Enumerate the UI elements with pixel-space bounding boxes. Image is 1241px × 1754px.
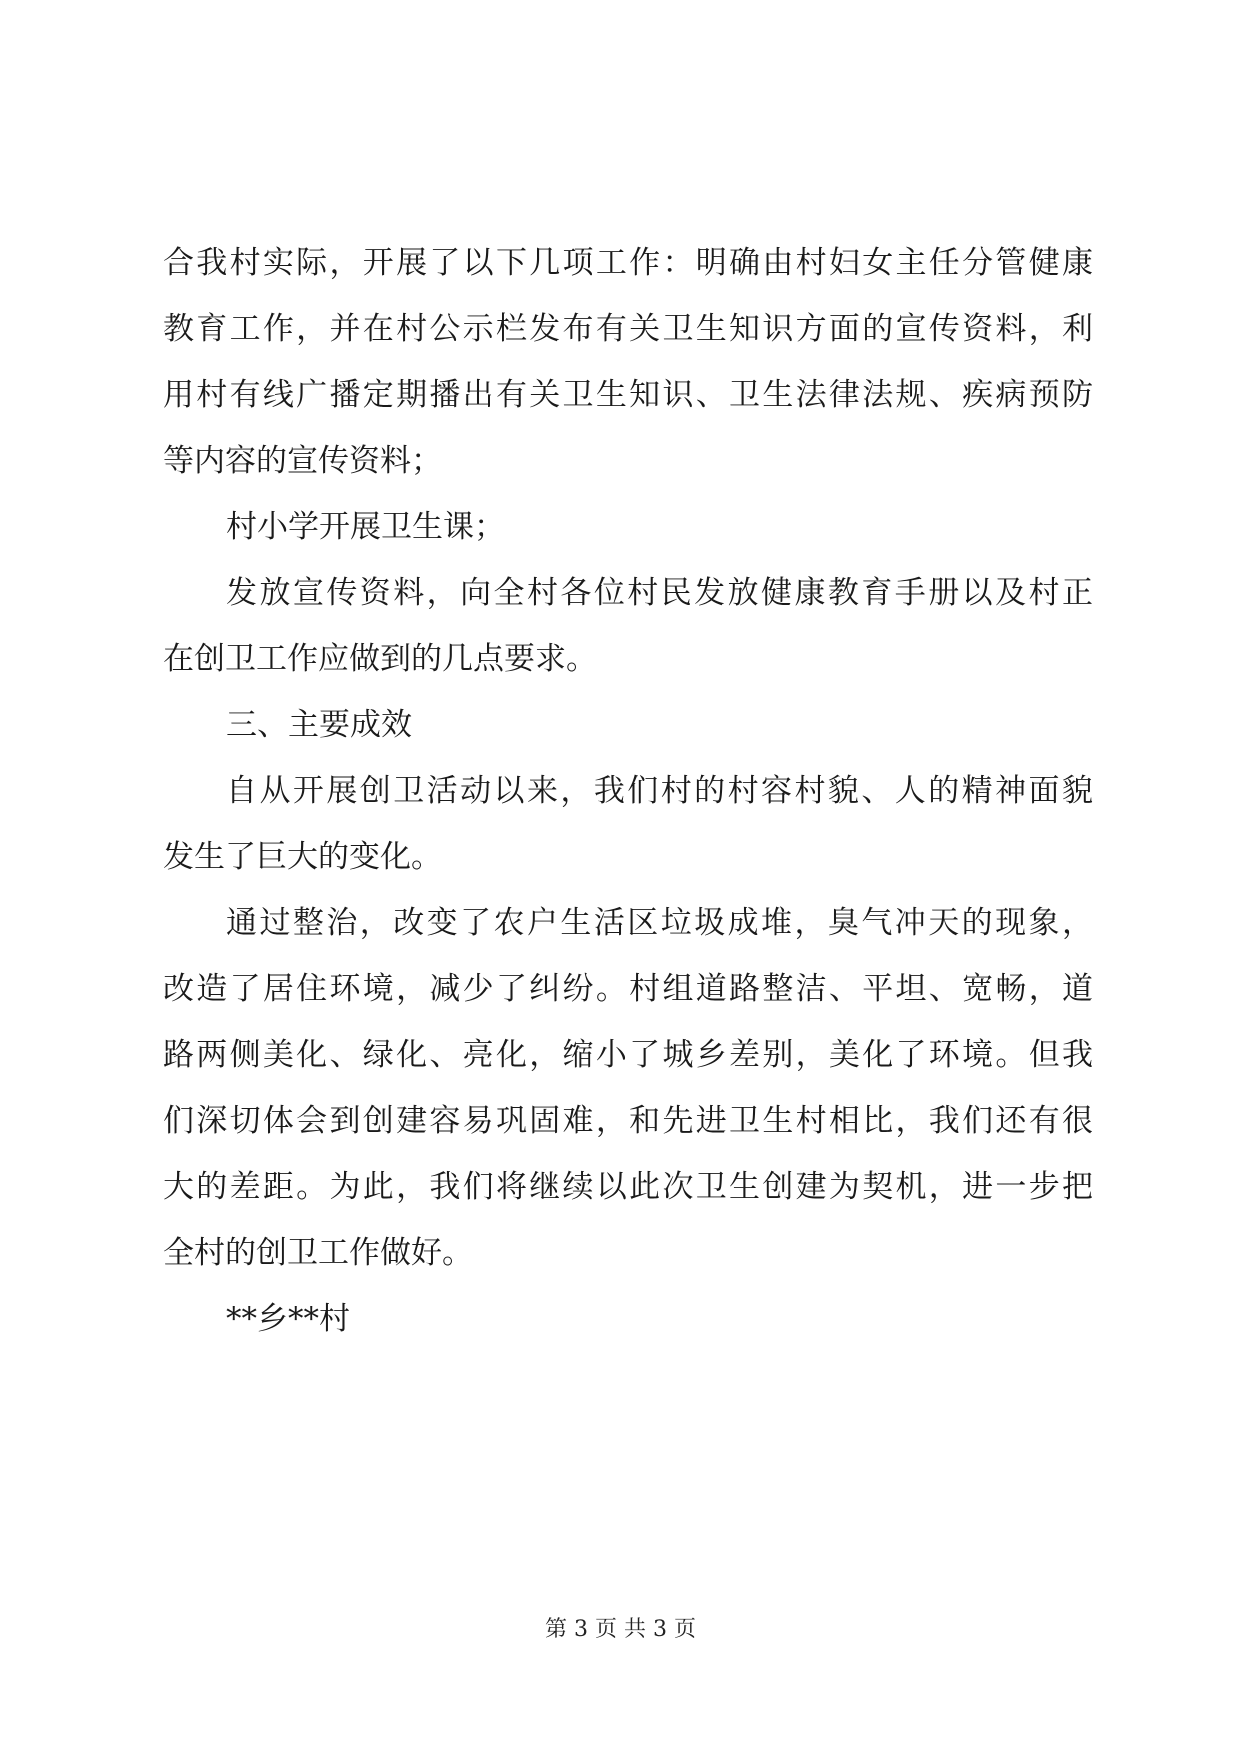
paragraph-line: 通过整治，改变了农户生活区垃圾成堆，臭气冲天的现象， bbox=[226, 905, 1093, 941]
signature-line: **乡**村 bbox=[226, 1301, 350, 1337]
body-line: 等内容的宣传资料； bbox=[163, 443, 442, 479]
body-line: 发生了巨大的变化。 bbox=[163, 839, 442, 875]
body-line: 改造了居住环境，减少了纠纷。村组道路整洁、平坦、宽畅，道 bbox=[163, 971, 1093, 1007]
section-heading: 三、主要成效 bbox=[226, 707, 412, 743]
body-line: 全村的创卫工作做好。 bbox=[163, 1235, 473, 1271]
body-line: 在创卫工作应做到的几点要求。 bbox=[163, 641, 597, 677]
paragraph-line: 村小学开展卫生课； bbox=[226, 509, 505, 545]
document-body bbox=[163, 230, 1093, 1352]
body-line: 们深切体会到创建容易巩固难，和先进卫生村相比，我们还有很 bbox=[163, 1103, 1093, 1139]
body-line: 教育工作，并在村公示栏发布有关卫生知识方面的宣传资料，利 bbox=[163, 311, 1093, 347]
body-line: 用村有线广播定期播出有关卫生知识、卫生法律法规、疾病预防 bbox=[163, 377, 1093, 413]
body-line: 路两侧美化、绿化、亮化，缩小了城乡差别，美化了环境。但我 bbox=[163, 1037, 1093, 1073]
body-line: 合我村实际，开展了以下几项工作：明确由村妇女主任分管健康 bbox=[163, 245, 1093, 281]
page-footer: 第 3 页 共 3 页 bbox=[545, 1617, 696, 1642]
paragraph-line: 发放宣传资料，向全村各位村民发放健康教育手册以及村正 bbox=[226, 575, 1093, 611]
body-line: 大的差距。为此，我们将继续以此次卫生创建为契机，进一步把 bbox=[163, 1169, 1093, 1205]
paragraph-line: 自从开展创卫活动以来，我们村的村容村貌、人的精神面貌 bbox=[226, 773, 1093, 809]
